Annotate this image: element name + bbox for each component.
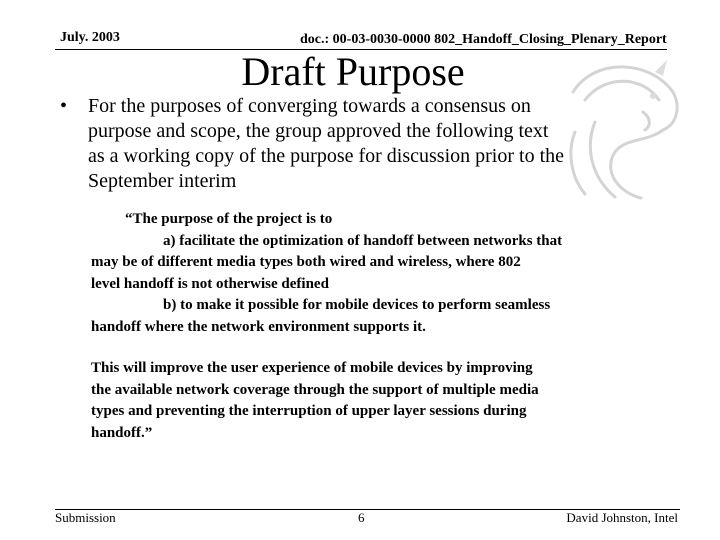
bullet-line: September interim <box>88 170 237 192</box>
bullet-line: purpose and scope, the group approved the following text <box>88 120 549 142</box>
footer-author: David Johnston, Intel <box>566 510 678 525</box>
quote-closing-line: handoff.” <box>91 424 153 441</box>
footer-page-number: 6 <box>358 510 365 525</box>
quote-item-a-cont: may be of different media types both wired and wireless, where 802 <box>91 254 521 270</box>
quote-item-b-cont: handoff where the network environment supports it. <box>91 318 426 335</box>
quote-item-b: b) to make it possible for mobile devices to perform seamless <box>163 297 551 313</box>
quote-item-a-cont: level handoff is not otherwise defined <box>91 275 329 292</box>
quote-item-a: a) facilitate the optimization of handoff between networks that <box>163 232 563 249</box>
quote-spacer <box>91 338 661 358</box>
bullet-symbol: • <box>60 95 68 117</box>
quote-intro: “The purpose of the project is to <box>125 211 333 227</box>
slide-title: Draft Purpose <box>241 49 465 94</box>
bullet-line: as a working copy of the purpose for discussion prior to the <box>88 145 565 167</box>
quote-closing-line: This will improve the user experience of mobile devices by improving <box>91 360 533 376</box>
bullet-text <box>88 94 670 194</box>
header-date: July. 2003 <box>60 30 120 45</box>
purpose-quote <box>91 209 661 444</box>
quote-closing-line: the available network coverage through the support of multiple media <box>91 381 539 398</box>
footer-submission: Submission <box>55 510 116 525</box>
header-doc-id: doc.: 00-03-0030-0000 802_Handoff_Closing_Plenary_Report <box>300 32 667 47</box>
quote-closing-line: types and preventing the interruption of upper layer sessions during <box>91 403 527 419</box>
bullet-line: For the purposes of converging towards a consensus on <box>88 95 531 117</box>
